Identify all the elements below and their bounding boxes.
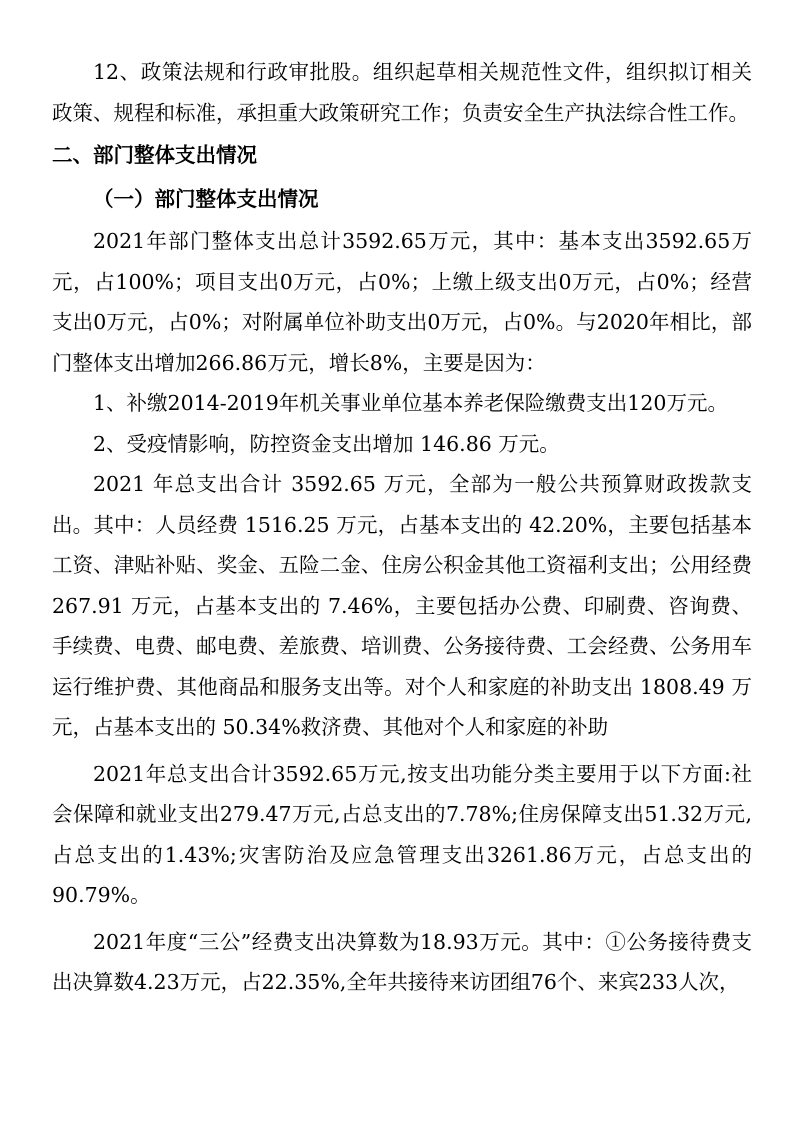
paragraph-functional-classification: 2021年总支出合计3592.65万元,按支出功能分类主要用于以下方面:社会保障和就业支出279.47万元,占总支出的7.78%;住房保障支出51.32万元,占总支出的1.43%;灾害防治及应急管理支出3261.86万元，占总支出的90.79%。 [52, 761, 752, 907]
paragraph-total-expenditure: 2021年部门整体支出总计3592.65万元，其中：基本支出3592.65万元，占100%；项目支出0万元，占0%；上缴上级支出0万元，占0%；经营支出0万元，占0%；对附属单位补助支出0万元，占0%。与2020年相比，部门整体支出增加266.86万元，增长8%，主要是因为： [52, 229, 752, 375]
paragraph-reason-pension: 1、补缴2014-2019年机关事业单位基本养老保险缴费支出120万元。 [93, 391, 728, 415]
paragraph-expenditure-breakdown: 2021 年总支出合计 3592.65 万元，全部为一般公共预算财政拨款支出。其中：人员经费 1516.25 万元，占基本支出的 42.20%，主要包括基本工资、津贴补贴、奖金、五险二金、住房公积金其他工资福利支出；公用经费 267.91 万元，占基本支出的 7.46%，主要包括办公费、印刷费、咨询费、手续费、电费、邮电费、差旅费、培训费、公务接待费、工会经费、公务用车运行维护费、其他商品和服务支出等。对个人和家庭的补助支出 1808.49 万元，占基本支出的 50.34%救济费、其他对个人和家庭的补助 [52, 472, 752, 739]
paragraph-policy-section: 12、政策法规和行政审批股。组织起草相关规范性文件，组织拟订相关政策、规程和标准，承担重大政策研究工作；负责安全生产执法综合性工作。 [52, 60, 752, 125]
section-heading-expenditure: 二、部门整体支出情况 [52, 143, 257, 167]
document-page [52, 52, 752, 1003]
paragraph-reason-epidemic: 2、受疫情影响，防控资金支出增加 146.86 万元。 [93, 431, 560, 456]
subsection-heading-expenditure: （一）部门整体支出情况 [93, 187, 319, 211]
paragraph-three-public-funds: 2021年度“三公”经费支出决算数为18.93万元。其中：①公务接待费支出决算数4.23万元，占22.35%,全年共接待来访团组76个、来宾233人次， [52, 929, 752, 994]
